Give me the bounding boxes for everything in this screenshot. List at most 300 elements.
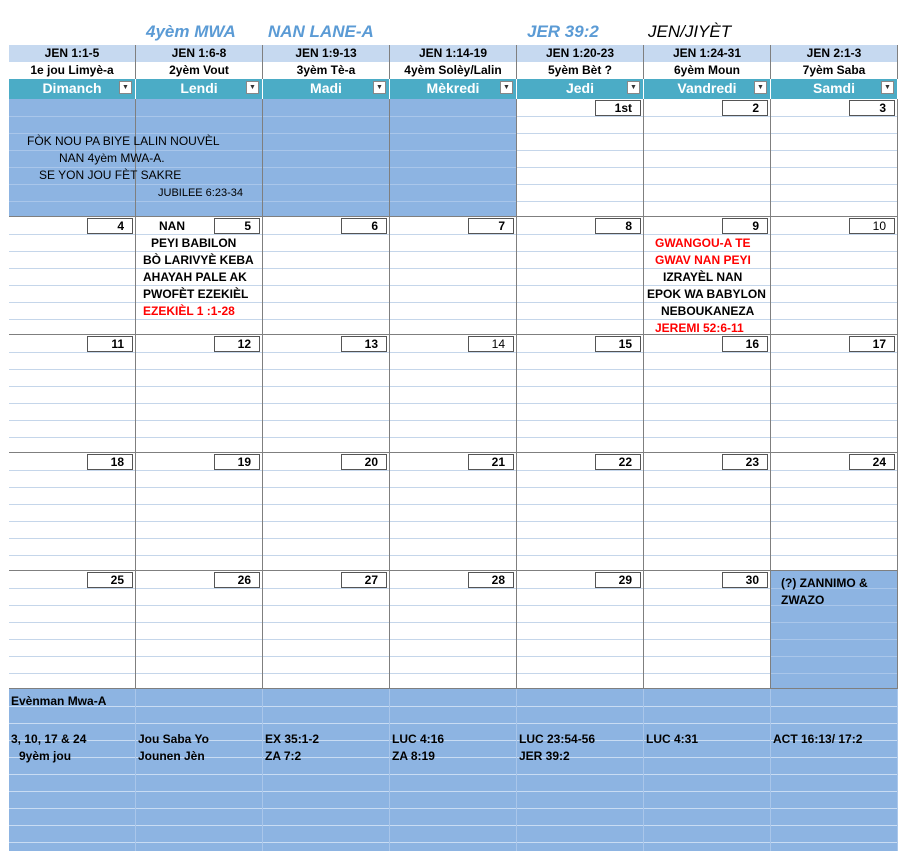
gridline <box>517 538 643 539</box>
event-column[interactable] <box>517 689 644 851</box>
day-cell[interactable] <box>263 217 390 335</box>
gridline <box>390 403 516 404</box>
gridline <box>263 538 389 539</box>
day-cell[interactable] <box>263 453 390 571</box>
note-monday5-line: PWOFÈT EZEKIÈL <box>143 287 249 301</box>
gridline <box>771 403 897 404</box>
day-cell[interactable] <box>771 453 898 571</box>
day-number: 4 <box>87 218 133 234</box>
gridline <box>771 268 897 269</box>
gridline <box>136 487 262 488</box>
gridline <box>136 369 262 370</box>
gridline <box>263 234 389 235</box>
header-mekredi[interactable] <box>390 79 517 99</box>
gridline <box>771 319 897 320</box>
gridline <box>263 639 389 640</box>
day-cell[interactable] <box>263 335 390 453</box>
weekday-label: Samdi <box>812 80 855 96</box>
gridline <box>390 234 516 235</box>
day-cell[interactable] <box>517 453 644 571</box>
gridline <box>771 757 897 758</box>
gridline <box>390 521 516 522</box>
gridline <box>517 369 643 370</box>
weekday-label: Vandredi <box>677 80 737 96</box>
verse-cell: JEN 1:20-23 <box>517 45 644 62</box>
gridline <box>771 285 897 286</box>
day-number: 13 <box>341 336 387 352</box>
gridline <box>517 622 643 623</box>
gridline <box>136 504 262 505</box>
weekday-label: Dimanch <box>42 80 102 96</box>
gridline <box>771 521 897 522</box>
gridline <box>136 538 262 539</box>
day-cell[interactable] <box>771 217 898 335</box>
day-cell[interactable] <box>644 99 771 217</box>
gridline <box>390 133 516 134</box>
gridline <box>644 538 770 539</box>
filter-dropdown-icon[interactable]: ▼ <box>500 81 513 94</box>
gridline <box>9 386 135 387</box>
gridline <box>517 319 643 320</box>
creation-cell: 2yèm Vout <box>136 62 263 79</box>
day-cell[interactable] <box>517 571 644 689</box>
gridline <box>390 605 516 606</box>
gridline <box>644 791 770 792</box>
day-cell[interactable] <box>390 217 517 335</box>
gridline <box>263 386 389 387</box>
gridline <box>263 487 389 488</box>
gridline <box>390 588 516 589</box>
day-cell[interactable] <box>263 99 390 217</box>
gridline <box>136 808 262 809</box>
gridline <box>136 521 262 522</box>
day-cell[interactable] <box>9 571 136 689</box>
gridline <box>390 420 516 421</box>
gridline <box>771 622 897 623</box>
day-cell[interactable] <box>517 335 644 453</box>
gridline <box>771 555 897 556</box>
gridline <box>263 723 389 724</box>
gridline <box>9 470 135 471</box>
day-cell[interactable] <box>390 335 517 453</box>
header-dimanch[interactable] <box>9 79 136 99</box>
gridline <box>517 420 643 421</box>
weekday-label: Jedi <box>565 80 594 96</box>
gridline <box>644 184 770 185</box>
note-friday9-line: EPOK WA BABYLON <box>647 287 766 301</box>
day-number: 9 <box>722 218 768 234</box>
day-cell[interactable] <box>263 571 390 689</box>
header-jedi[interactable] <box>517 79 644 99</box>
gridline <box>9 622 135 623</box>
gridline <box>9 825 135 826</box>
gridline <box>136 605 262 606</box>
event-cell: 3, 10, 17 & 24 <box>11 732 87 746</box>
gridline <box>9 588 135 589</box>
gridline <box>771 116 897 117</box>
gridline <box>517 116 643 117</box>
creation-row <box>9 62 898 79</box>
gridline <box>644 521 770 522</box>
gridline <box>390 622 516 623</box>
weekday-label: Mèkredi <box>426 80 480 96</box>
event-column[interactable] <box>263 689 390 851</box>
gridline <box>390 386 516 387</box>
gridline <box>390 673 516 674</box>
gridline <box>263 774 389 775</box>
gridline <box>644 116 770 117</box>
gridline <box>263 268 389 269</box>
day-number: 20 <box>341 454 387 470</box>
day-number: 18 <box>87 454 133 470</box>
gridline <box>771 639 897 640</box>
gridline <box>9 352 135 353</box>
day-number: 24 <box>849 454 895 470</box>
gridline <box>9 842 135 843</box>
gridline <box>517 487 643 488</box>
day-cell[interactable] <box>9 453 136 571</box>
gridline <box>390 555 516 556</box>
gridline <box>9 251 135 252</box>
header-vandredi[interactable] <box>644 79 771 99</box>
note-friday9-line: GWAV NAN PEYI <box>655 253 751 267</box>
event-column[interactable] <box>644 689 771 851</box>
verse-cell: JEN 1:24-31 <box>644 45 771 62</box>
gridline <box>517 302 643 303</box>
gridline <box>9 302 135 303</box>
gridline <box>136 386 262 387</box>
day-number: 8 <box>595 218 641 234</box>
gridline <box>517 706 643 707</box>
filter-dropdown-icon[interactable]: ▼ <box>754 81 767 94</box>
gridline <box>136 825 262 826</box>
event-cell: EX 35:1-2 <box>265 732 320 746</box>
gridline <box>390 319 516 320</box>
gridline <box>136 352 262 353</box>
gridline <box>517 201 643 202</box>
gridline <box>390 470 516 471</box>
gridline <box>390 251 516 252</box>
gridline <box>771 420 897 421</box>
gridline <box>390 184 516 185</box>
calendar-sheet <box>9 45 898 851</box>
gridline <box>771 251 897 252</box>
day-number: 21 <box>468 454 514 470</box>
gridline <box>9 723 135 724</box>
day-number: 6 <box>341 218 387 234</box>
gridline <box>263 403 389 404</box>
gridline <box>263 150 389 151</box>
gridline <box>136 639 262 640</box>
note-monday5-line: BÒ LARIVYÈ KEBA <box>143 253 254 267</box>
gridline <box>9 673 135 674</box>
gridline <box>517 825 643 826</box>
gridline <box>9 639 135 640</box>
verse-cell: JEN 1:9-13 <box>263 45 390 62</box>
filter-dropdown-icon[interactable]: ▼ <box>881 81 894 94</box>
gridline <box>390 825 516 826</box>
event-cell: LUC 23:54-56 <box>519 732 596 746</box>
gridline <box>771 150 897 151</box>
gridline <box>390 774 516 775</box>
day-cell[interactable] <box>644 335 771 453</box>
creation-cell: 5yèm Bèt ? <box>517 62 644 79</box>
gridline <box>263 285 389 286</box>
day-cell[interactable] <box>771 99 898 217</box>
gridline <box>517 605 643 606</box>
gridline <box>644 622 770 623</box>
gridline <box>517 437 643 438</box>
gridline <box>771 808 897 809</box>
gridline <box>644 369 770 370</box>
day-number: 30 <box>722 572 768 588</box>
gridline <box>9 369 135 370</box>
gridline <box>771 352 897 353</box>
gridline <box>644 133 770 134</box>
gridline <box>390 723 516 724</box>
gridline <box>390 639 516 640</box>
gridline <box>644 673 770 674</box>
gridline <box>263 622 389 623</box>
gridline <box>9 268 135 269</box>
event-column[interactable] <box>771 689 898 851</box>
gridline <box>263 116 389 117</box>
note-monday5-line: EZEKIÈL 1 :1-28 <box>143 304 235 318</box>
gridline <box>390 285 516 286</box>
day-number: 10 <box>849 218 895 234</box>
gridline <box>136 470 262 471</box>
day-number: 11 <box>87 336 133 352</box>
gridline <box>263 706 389 707</box>
gridline <box>644 167 770 168</box>
event-cell: ACT 16:13/ 17:2 <box>773 732 863 746</box>
gridline <box>517 504 643 505</box>
gridline <box>644 504 770 505</box>
day-cell[interactable] <box>9 217 136 335</box>
gridline <box>771 825 897 826</box>
day-number: 19 <box>214 454 260 470</box>
day-number: 26 <box>214 572 260 588</box>
gridline <box>517 521 643 522</box>
weekday-header-row <box>9 79 898 99</box>
gridline <box>9 285 135 286</box>
day-cell[interactable] <box>136 453 263 571</box>
gridline <box>517 285 643 286</box>
gridline <box>136 791 262 792</box>
gridline <box>263 167 389 168</box>
gridline <box>263 369 389 370</box>
day-number: 25 <box>87 572 133 588</box>
gridline <box>9 116 135 117</box>
day-cell[interactable] <box>517 99 644 217</box>
gridline <box>9 555 135 556</box>
day-cell[interactable] <box>136 335 263 453</box>
verse-row <box>9 45 898 62</box>
gridline <box>517 588 643 589</box>
gridline <box>136 842 262 843</box>
day-cell[interactable] <box>644 453 771 571</box>
gridline <box>9 420 135 421</box>
gridline <box>517 842 643 843</box>
year-title: NAN LANE-A <box>268 22 374 41</box>
gridline <box>517 791 643 792</box>
event-cell: 9yèm jou <box>19 749 72 763</box>
gridline <box>263 808 389 809</box>
event-column[interactable] <box>390 689 517 851</box>
gridline <box>771 504 897 505</box>
day-cell[interactable] <box>771 335 898 453</box>
gridline <box>9 538 135 539</box>
gridline <box>263 791 389 792</box>
gridline <box>263 521 389 522</box>
gridline <box>644 825 770 826</box>
weekday-label: Madi <box>310 80 342 96</box>
gridline <box>517 150 643 151</box>
header-samdi[interactable] <box>771 79 898 99</box>
gridline <box>644 808 770 809</box>
creation-cell: 6yèm Moun <box>644 62 771 79</box>
event-cell: LUC 4:31 <box>646 732 699 746</box>
day-number: 16 <box>722 336 768 352</box>
gridline <box>644 487 770 488</box>
gridline <box>517 386 643 387</box>
gridline <box>644 774 770 775</box>
gridline <box>263 319 389 320</box>
day-cell[interactable] <box>390 571 517 689</box>
month-name-title: JEN/JIYÈT <box>648 22 732 41</box>
gridline <box>263 605 389 606</box>
creation-cell: 4yèm Solèy/Lalin <box>390 62 517 79</box>
gridline <box>390 842 516 843</box>
gridline <box>136 622 262 623</box>
event-column[interactable] <box>9 689 136 851</box>
day-cell[interactable] <box>644 571 771 689</box>
gridline <box>390 437 516 438</box>
gridline <box>644 403 770 404</box>
gridline <box>644 605 770 606</box>
gridline <box>644 757 770 758</box>
gridline <box>771 167 897 168</box>
gridline <box>9 774 135 775</box>
note-saturday-line: (?) ZANNIMO & <box>781 576 868 590</box>
gridline <box>136 656 262 657</box>
gridline <box>136 774 262 775</box>
gridline <box>263 825 389 826</box>
gridline <box>771 723 897 724</box>
gridline <box>390 656 516 657</box>
gridline <box>136 588 262 589</box>
day-number: 5 <box>214 218 260 234</box>
gridline <box>644 420 770 421</box>
header-lendi[interactable] <box>136 79 263 99</box>
gridline <box>263 504 389 505</box>
gridline <box>771 369 897 370</box>
day-number: 7 <box>468 218 514 234</box>
gridline <box>390 538 516 539</box>
event-cell: ZA 7:2 <box>265 749 302 763</box>
gridline <box>263 555 389 556</box>
gridline <box>517 639 643 640</box>
gridline <box>136 437 262 438</box>
day-number: 1st <box>595 100 641 116</box>
gridline <box>771 538 897 539</box>
gridline <box>136 116 262 117</box>
gridline <box>136 706 262 707</box>
event-cell: LUC 4:16 <box>392 732 445 746</box>
gridline <box>136 723 262 724</box>
day-cell[interactable] <box>390 99 517 217</box>
gridline <box>390 369 516 370</box>
gridline <box>771 133 897 134</box>
note-week1-line: JUBILEE 6:23-34 <box>158 187 243 199</box>
gridline <box>9 605 135 606</box>
gridline <box>644 352 770 353</box>
gridline <box>517 774 643 775</box>
filter-dropdown-icon[interactable]: ▼ <box>373 81 386 94</box>
verse-cell: JEN 1:6-8 <box>136 45 263 62</box>
gridline <box>644 588 770 589</box>
gridline <box>9 403 135 404</box>
gridline <box>644 706 770 707</box>
gridline <box>263 673 389 674</box>
event-cell: Jou Saba Yo <box>138 732 209 746</box>
event-cell: ZA 8:19 <box>392 749 435 763</box>
filter-dropdown-icon[interactable]: ▼ <box>246 81 259 94</box>
weekday-label: Lendi <box>180 80 218 96</box>
day-cell[interactable] <box>390 453 517 571</box>
gridline <box>9 808 135 809</box>
gridline <box>263 842 389 843</box>
day-number: 28 <box>468 572 514 588</box>
gridline <box>644 656 770 657</box>
filter-dropdown-icon[interactable]: ▼ <box>627 81 640 94</box>
gridline <box>9 656 135 657</box>
gridline <box>771 774 897 775</box>
gridline <box>644 386 770 387</box>
gridline <box>771 470 897 471</box>
gridline <box>644 555 770 556</box>
gridline <box>390 201 516 202</box>
gridline <box>390 302 516 303</box>
gridline <box>390 504 516 505</box>
day-number: 14 <box>468 336 514 352</box>
gridline <box>517 133 643 134</box>
filter-dropdown-icon[interactable]: ▼ <box>119 81 132 94</box>
gridline <box>390 116 516 117</box>
day-cell[interactable] <box>136 571 263 689</box>
gridline <box>517 673 643 674</box>
creation-cell: 3yèm Tè-a <box>263 62 390 79</box>
day-number: 15 <box>595 336 641 352</box>
day-number: 2 <box>722 100 768 116</box>
gridline <box>390 352 516 353</box>
event-column[interactable] <box>136 689 263 851</box>
day-cell[interactable] <box>9 335 136 453</box>
note-week1-line: NAN 4yèm MWA-A. <box>59 151 165 165</box>
note-monday5-line: NAN <box>159 219 185 233</box>
header-madi[interactable] <box>263 79 390 99</box>
month-title: 4yèm MWA <box>146 22 236 41</box>
verse-cell: JEN 2:1-3 <box>771 45 898 62</box>
gridline <box>771 673 897 674</box>
gridline <box>136 420 262 421</box>
gridline <box>263 470 389 471</box>
gridline <box>390 150 516 151</box>
gridline <box>263 201 389 202</box>
day-cell[interactable] <box>517 217 644 335</box>
gridline <box>9 791 135 792</box>
gridline <box>263 352 389 353</box>
